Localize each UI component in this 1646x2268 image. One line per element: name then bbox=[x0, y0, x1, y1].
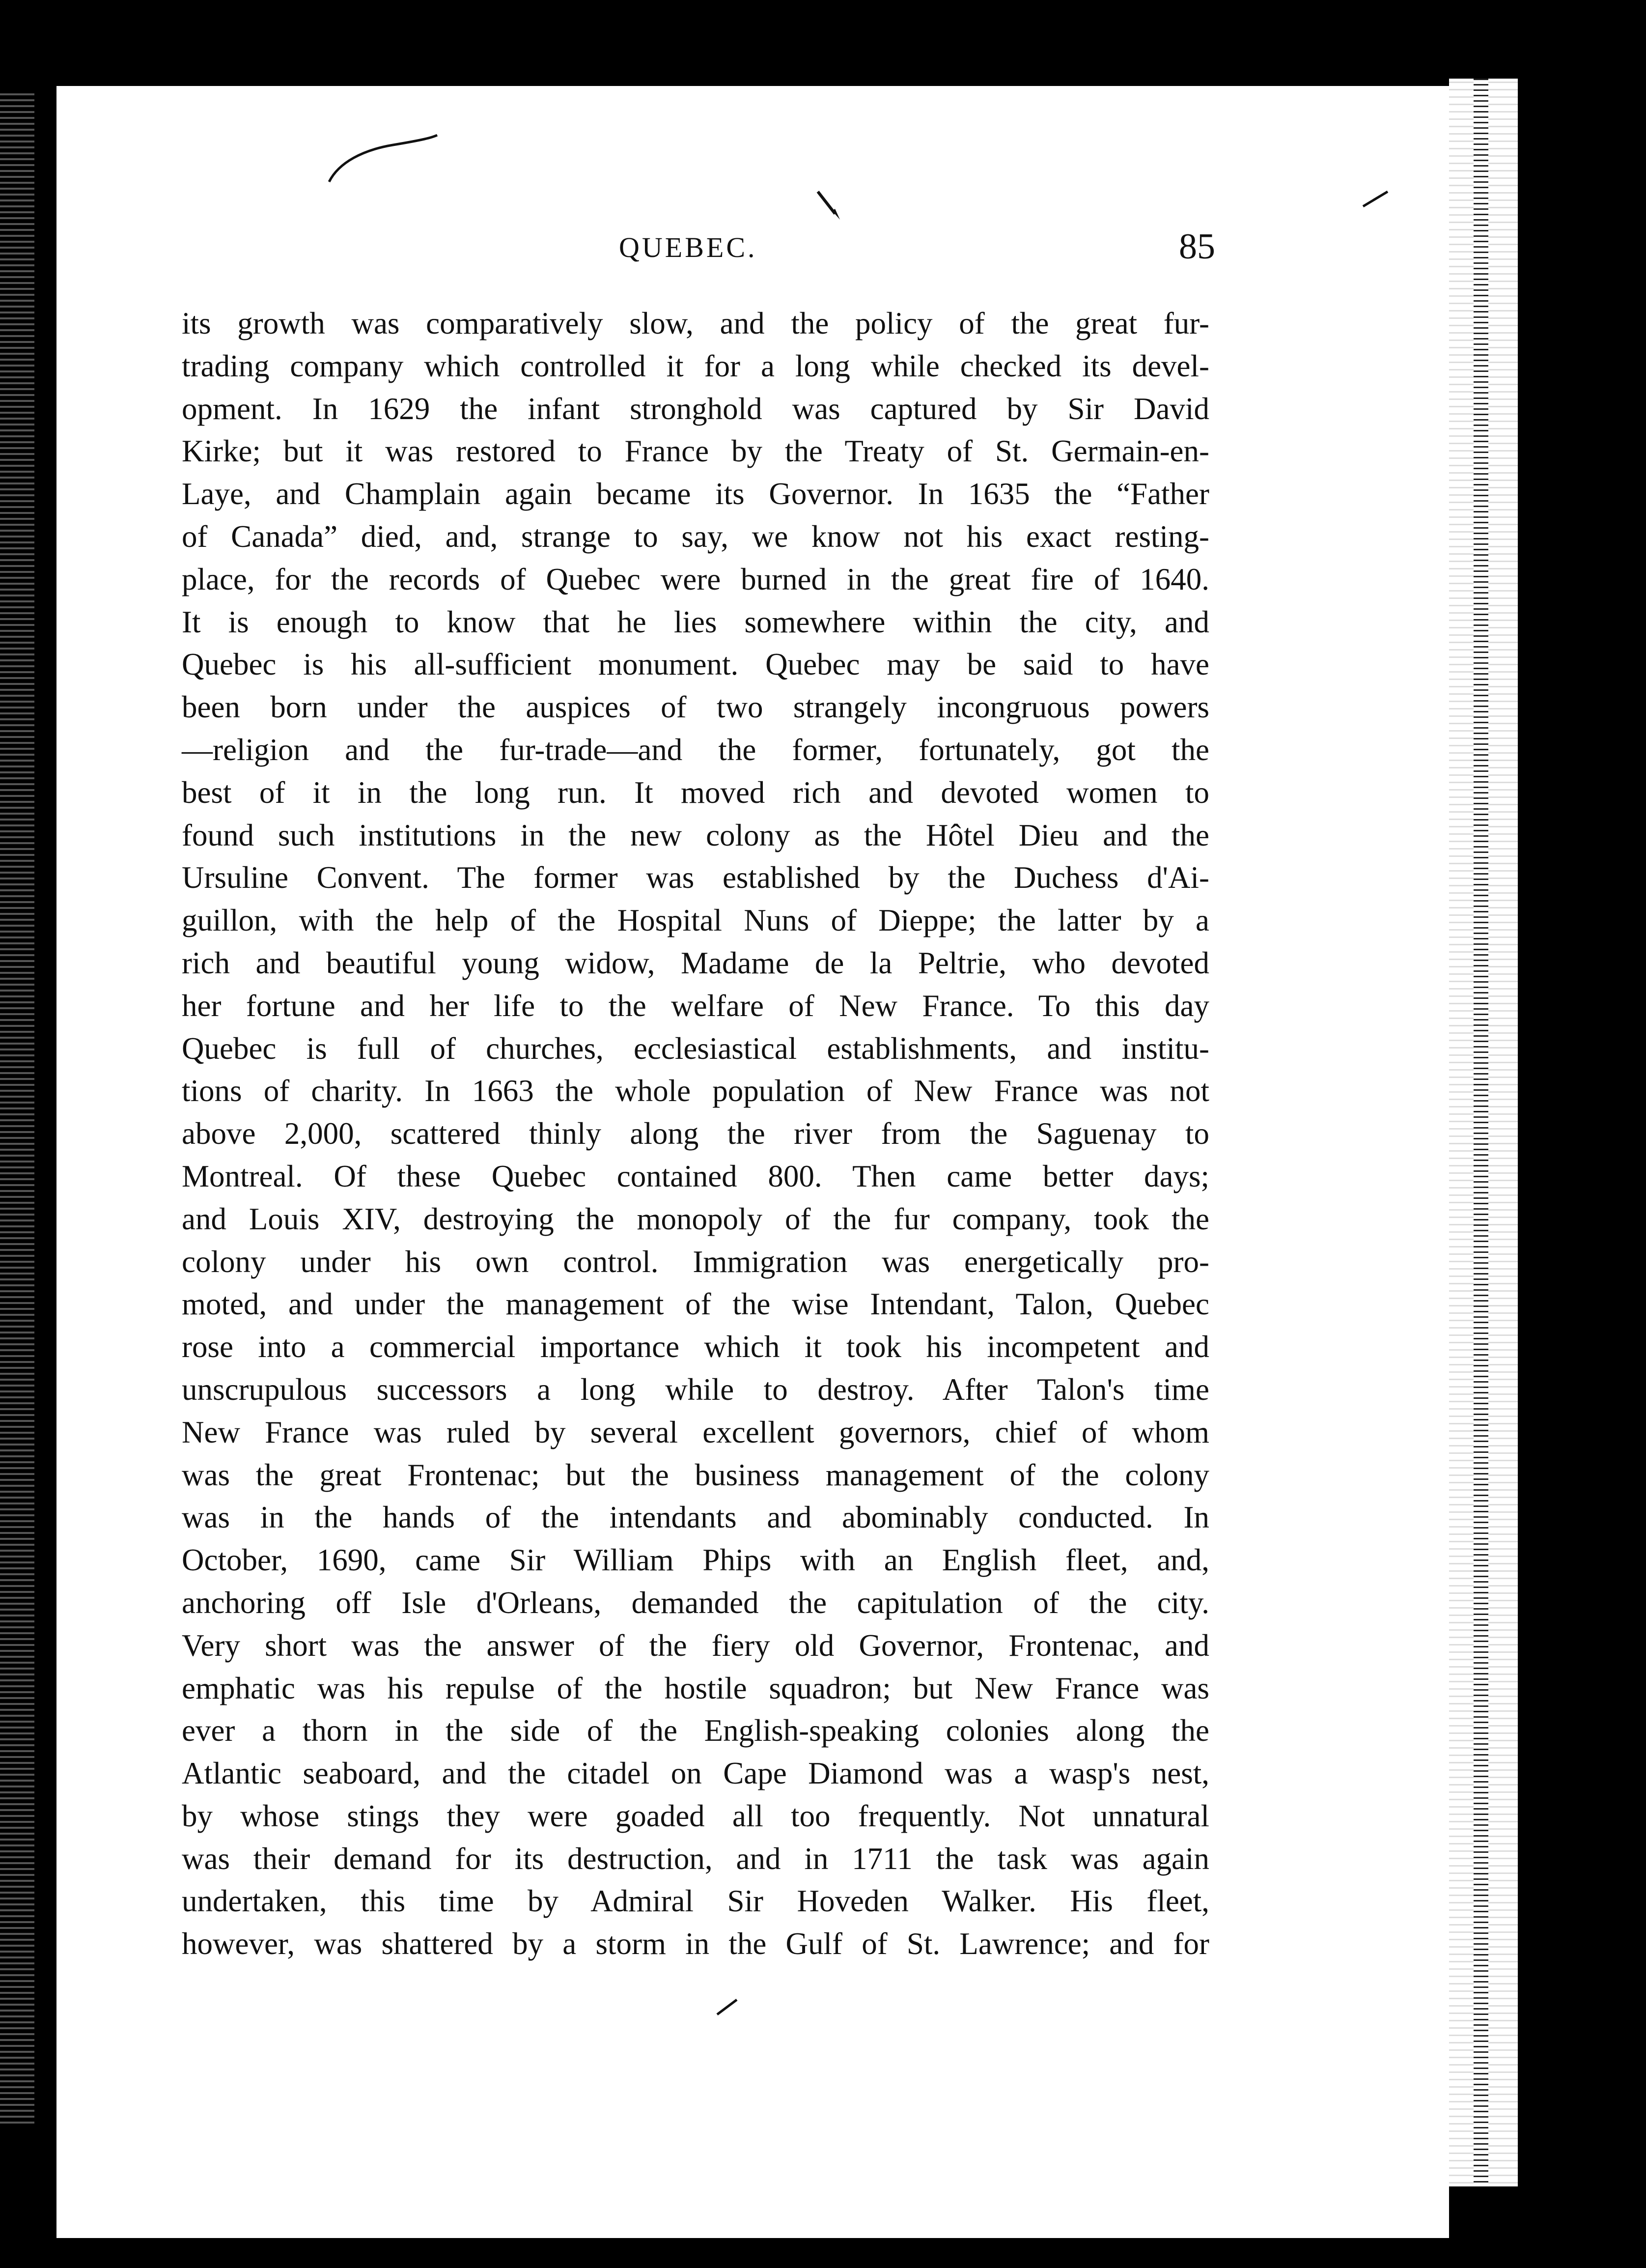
text-line: of Canada” died, and, strange to say, we know not his exact resting- bbox=[182, 519, 1209, 554]
ink-mark-right bbox=[1361, 189, 1390, 209]
text-line: Ursuline Convent. The former was established by the Duchess d'Ai- bbox=[182, 860, 1209, 895]
facing-page-edge bbox=[0, 93, 34, 2127]
page-stack-edge bbox=[1449, 79, 1518, 2186]
ink-mark-top bbox=[319, 123, 447, 187]
text-line: guillon, with the help of the Hospital Nuns of Dieppe; the latter by a bbox=[182, 903, 1209, 938]
text-line: It is enough to know that he lies somewhere within the city, and bbox=[182, 604, 1209, 639]
text-line: place, for the records of Quebec were burned in the great fire of 1640. bbox=[182, 562, 1209, 596]
text-line: above 2,000, scattered thinly along the river from the Saguenay to bbox=[182, 1116, 1209, 1151]
text-line: colony under his own control. Immigration was energetically pro- bbox=[182, 1244, 1209, 1279]
text-line: and Louis XIV, destroying the monopoly of the fur company, took the bbox=[182, 1201, 1209, 1236]
ink-mark-bottom bbox=[715, 1997, 739, 2017]
text-line: best of it in the long run. It moved rich and devoted women to bbox=[182, 775, 1209, 810]
text-line: unscrupulous successors a long while to destroy. After Talon's time bbox=[182, 1372, 1209, 1407]
text-line: was the great Frontenac; but the business management of the colony bbox=[182, 1457, 1209, 1492]
text-line: Montreal. Of these Quebec contained 800. Then came better days; bbox=[182, 1159, 1209, 1193]
text-line: however, was shattered by a storm in the Gulf of St. Lawrence; and for bbox=[182, 1927, 1209, 1961]
text-line: rose into a commercial importance which it took his incompetent and bbox=[182, 1330, 1209, 1364]
text-line: Very short was the answer of the fiery old Governor, Frontenac, and bbox=[182, 1628, 1209, 1663]
text-line: found such institutions in the new colony as the Hôtel Dieu and the bbox=[182, 818, 1209, 852]
text-line: October, 1690, came Sir William Phips with an English fleet, and, bbox=[182, 1543, 1209, 1578]
text-line: trading company which controlled it for a long while checked its devel- bbox=[182, 348, 1209, 383]
running-head: QUEBEC. bbox=[619, 231, 757, 263]
text-line: —religion and the fur-trade—and the former, fortunately, got the bbox=[182, 732, 1209, 767]
ink-mark-head bbox=[815, 189, 845, 224]
text-line: anchoring off Isle d'Orleans, demanded the capitulation of the city. bbox=[182, 1585, 1209, 1620]
text-line: Quebec is his all-sufficient monument. Quebec may be said to have bbox=[182, 647, 1209, 682]
text-line: emphatic was his repulse of the hostile squadron; but New France was bbox=[182, 1671, 1209, 1705]
text-line: by whose stings they were goaded all too frequently. Not unnatural bbox=[182, 1798, 1209, 1833]
text-line: Kirke; but it was restored to France by the Treaty of St. Germain-en- bbox=[182, 434, 1209, 469]
body-text bbox=[182, 302, 1209, 1965]
text-line: ever a thorn in the side of the English-speaking colonies along the bbox=[182, 1713, 1209, 1748]
page-number: 85 bbox=[1179, 227, 1215, 267]
text-line: her fortune and her life to the welfare of New France. To this day bbox=[182, 988, 1209, 1023]
text-line: was their demand for its destruction, and in 1711 the task was again bbox=[182, 1841, 1209, 1876]
text-line: moted, and under the management of the wise Intendant, Talon, Quebec bbox=[182, 1287, 1209, 1322]
text-line: New France was ruled by several excellent governors, chief of whom bbox=[182, 1415, 1209, 1449]
text-line: Laye, and Champlain again became its Governor. In 1635 the “Father bbox=[182, 477, 1209, 511]
text-line: Quebec is full of churches, ecclesiastical establishments, and institu- bbox=[182, 1031, 1209, 1066]
text-line: tions of charity. In 1663 the whole population of New France was not bbox=[182, 1074, 1209, 1108]
text-line: rich and beautiful young widow, Madame de la Peltrie, who devoted bbox=[182, 945, 1209, 980]
text-line: been born under the auspices of two strangely incongruous powers bbox=[182, 690, 1209, 725]
text-line: Atlantic seaboard, and the citadel on Cape Diamond was a wasp's nest, bbox=[182, 1756, 1209, 1791]
text-line: opment. In 1629 the infant stronghold was captured by Sir David bbox=[182, 391, 1209, 426]
text-line: was in the hands of the intendants and abominably conducted. In bbox=[182, 1500, 1209, 1535]
text-line: its growth was comparatively slow, and the policy of the great fur- bbox=[182, 306, 1209, 340]
text-line: undertaken, this time by Admiral Sir Hoveden Walker. His fleet, bbox=[182, 1884, 1209, 1919]
